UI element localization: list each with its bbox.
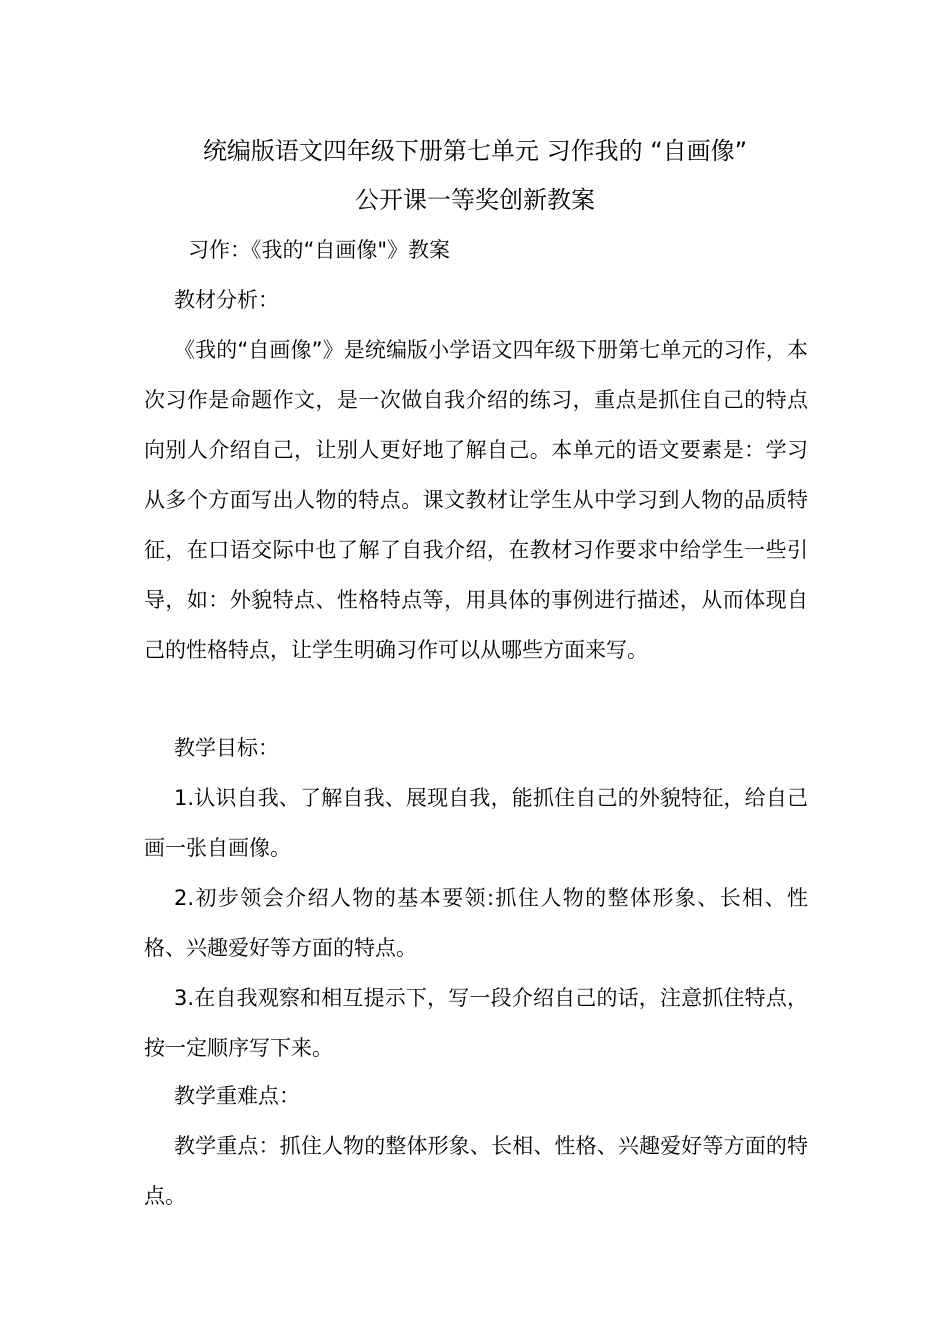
material-analysis-paragraph: 《我的“自画像”》是统编版小学语文四年级下册第七单元的习作，本次习作是命题作文，是一次做自我介绍的练习，重点是抓住自己的特点向别人介绍自己，让别人更好地了解自己。本单元的语文要素是：学习从多个方面写出人物的特点。课文教材让学生从中学习到人物的品质特征，在口语交际中也了解了自我介绍，在教材习作要求中给学生一些引导，如：外貌特点、性格特点等，用具体的事例进行描述，从而体现自己的性格特点，让学生明确习作可以从哪些方面来写。 [144, 338, 808, 662]
teaching-focus-paragraph: 教学重点：抓住人物的整体形象、长相、性格、兴趣爱好等方面的特点。 [144, 1134, 808, 1208]
teaching-goal-2: 2.初步领会介绍人物的基本要领:抓住人物的整体形象、长相、性格、兴趣爱好等方面的特点。 [144, 886, 808, 960]
document-title-line-1: 统编版语文四年级下册第七单元 习作我的 “自画像” [202, 137, 748, 165]
teaching-goal-1: 1.认识自我、了解自我、展现自我，能抓住自己的外貌特征，给自己画一张自画像。 [144, 786, 808, 860]
material-analysis-heading: 教材分析： [174, 288, 279, 312]
teaching-goal-3: 3.在自我观察和相互提示下，写一段介绍自己的话，注意抓住特点，按一定顺序写下来。 [144, 986, 808, 1060]
document-title-line-2: 公开课一等奖创新教案 [355, 186, 595, 214]
teaching-goals-heading: 教学目标： [174, 736, 279, 760]
lesson-subtitle: 习作：《我的“自画像"》教案 [188, 238, 451, 262]
key-points-heading: 教学重难点： [174, 1084, 300, 1108]
